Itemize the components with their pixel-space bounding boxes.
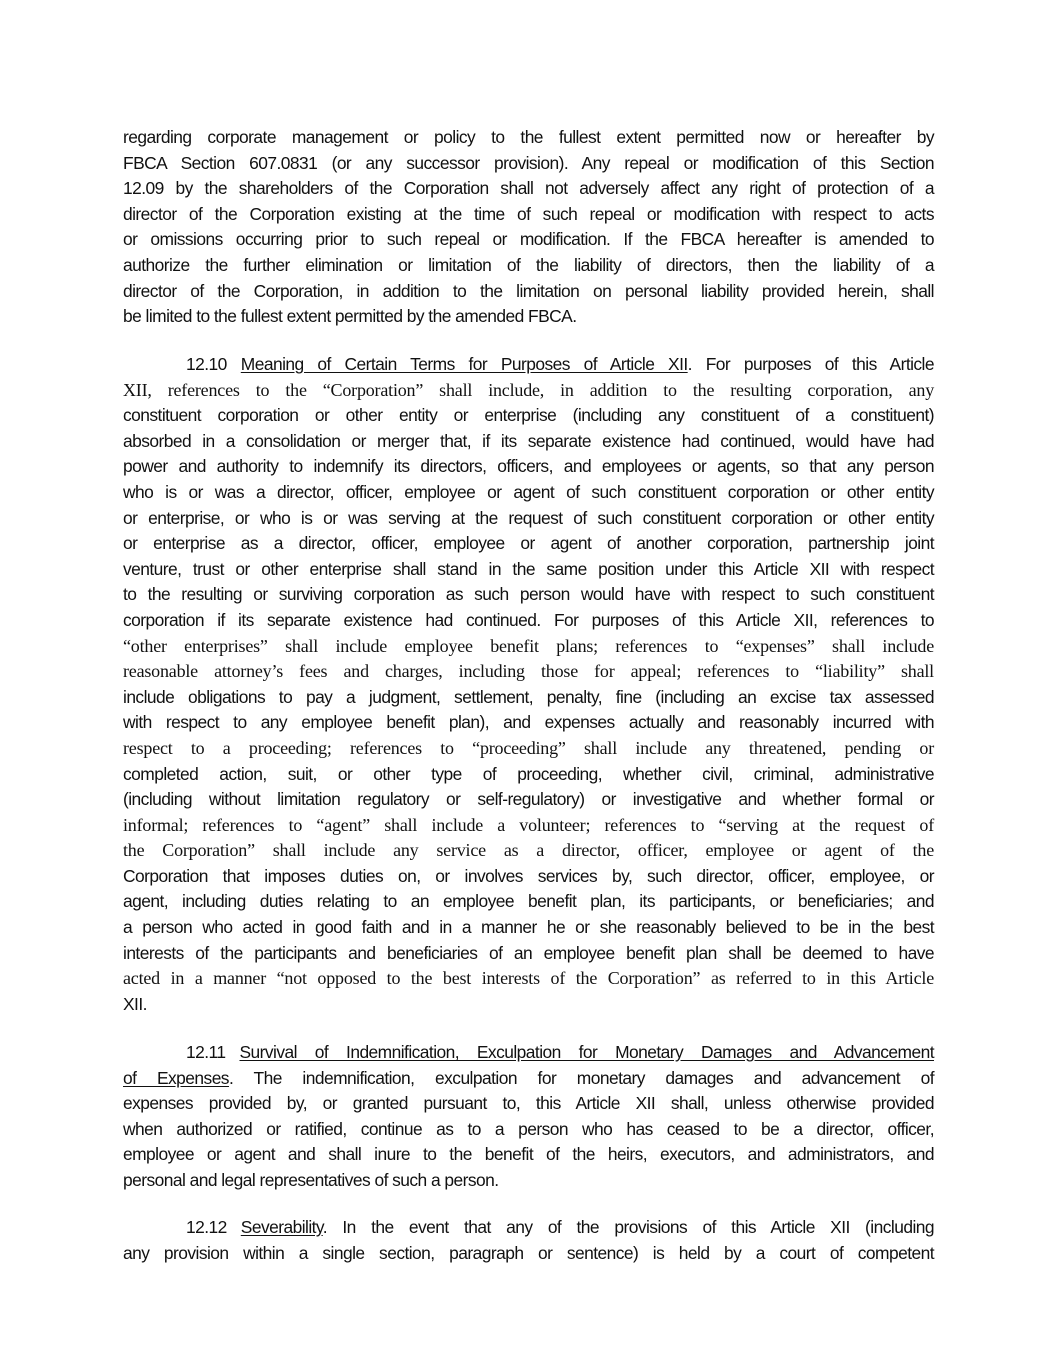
text-run: . For purposes of this Article bbox=[687, 354, 934, 374]
section-heading-line bbox=[123, 352, 934, 378]
text-line: FBCA Section 607.0831 (or any successor provision). Any repeal or modification of this Section bbox=[123, 152, 934, 173]
section-heading-line bbox=[123, 1040, 934, 1066]
text-line: XII, references to the “Corporation” shall include, in addition to the resulting corporation, any bbox=[123, 379, 934, 400]
text-line: director of the Corporation, in addition to the limitation on personal liability provided herein, shall bbox=[123, 280, 934, 301]
text-line: when authorized or ratified, continue as to a person who has ceased to be a director, officer, bbox=[123, 1118, 934, 1139]
section-heading-line bbox=[123, 1215, 934, 1241]
text-line: acted in a manner “not opposed to the best interests of the Corporation” as referred to in this Article bbox=[123, 968, 934, 989]
section-12-12 bbox=[123, 1215, 934, 1266]
text-line: be limited to the fullest extent permitted by the amended FBCA. bbox=[123, 306, 577, 327]
text-line: or enterprise, or who is or was serving at the request of such constituent corporation or other entity bbox=[123, 507, 934, 528]
section-heading: Severability bbox=[240, 1217, 323, 1237]
text-line: corporation if its separate existence had continued. For purposes of this Article XII, references to bbox=[123, 609, 934, 630]
text-line: completed action, suit, or other type of proceeding, whether civil, criminal, administrative bbox=[123, 763, 934, 784]
text-line: or omissions occurring prior to such repeal or modification. If the FBCA hereafter is amended to bbox=[123, 229, 934, 250]
section-12-10 bbox=[123, 352, 934, 1017]
text-line: informal; references to “agent” shall include a volunteer; references to “serving at the request of bbox=[123, 814, 934, 835]
text-line: with respect to any employee benefit plan), and expenses actually and reasonably incurred with bbox=[123, 712, 934, 733]
text-line: constituent corporation or other entity or enterprise (including any constituent of a constituent) bbox=[123, 405, 934, 426]
text-line: include obligations to pay a judgment, settlement, penalty, fine (including an excise tax assessed bbox=[123, 686, 934, 707]
text-line: director of the Corporation existing at the time of such repeal or modification with respect to acts bbox=[123, 203, 934, 224]
text-line: any provision within a single section, paragraph or sentence) is held by a court of competent bbox=[123, 1242, 934, 1263]
section-number: 12.10 bbox=[186, 354, 227, 374]
section-12-11 bbox=[123, 1040, 934, 1194]
text-line: (including without limitation regulatory or self-regulatory) or investigative and whether formal or bbox=[123, 789, 934, 810]
text-line: interests of the participants and beneficiaries of an employee benefit plan shall be deemed to have bbox=[123, 942, 934, 963]
section-heading: Survival of Indemnification, Exculpation for Monetary Damages and Advancement bbox=[239, 1042, 934, 1062]
text-run: . The indemnification, exculpation for monetary damages and advancement of bbox=[228, 1067, 934, 1088]
section-heading-line bbox=[123, 1066, 934, 1092]
text-line: or enterprise as a director, officer, employee or agent of another corporation, partnership joint bbox=[123, 533, 934, 554]
text-line: venture, trust or other enterprise shall stand in the same position under this Article XII with respect bbox=[123, 558, 934, 579]
text-line: 12.09 by the shareholders of the Corporation shall not adversely affect any right of protection of a bbox=[123, 178, 934, 199]
text-line: employee or agent and shall inure to the benefit of the heirs, executors, and administrators, and bbox=[123, 1144, 934, 1165]
text-line: a person who acted in good faith and in a manner he or she reasonably believed to be in the best bbox=[123, 917, 934, 938]
text-line: the Corporation” shall include any service as a director, officer, employee or agent of the bbox=[123, 840, 934, 861]
text-line: to the resulting or surviving corporation as such person would have with respect to such constituent bbox=[123, 584, 934, 605]
text-line: agent, including duties relating to an employee benefit plan, its participants, or beneficiaries; and bbox=[123, 891, 934, 912]
text-line: respect to a proceeding; references to “proceeding” shall include any threatened, pending or bbox=[123, 737, 934, 758]
paragraph-12-09-continuation bbox=[123, 125, 934, 330]
section-number: 12.11 bbox=[186, 1042, 226, 1062]
text-line: Corporation that imposes duties on, or involves services by, such director, officer, employee, or bbox=[123, 865, 934, 886]
section-heading-continued: of Expenses bbox=[123, 1067, 229, 1088]
text-line: power and authority to indemnify its directors, officers, and employees or agents, so that any person bbox=[123, 456, 934, 477]
section-heading: Meaning of Certain Terms for Purposes of Article XII bbox=[240, 354, 688, 374]
section-number: 12.12 bbox=[186, 1217, 227, 1237]
text-line: authorize the further elimination or limitation of the liability of directors, then the liability of a bbox=[123, 254, 934, 275]
text-line: personal and legal representatives of such a person. bbox=[123, 1169, 499, 1190]
text-line: “other enterprises” shall include employee benefit plans; references to “expenses” shall include bbox=[123, 635, 934, 656]
text-line: XII. bbox=[123, 993, 147, 1014]
text-line: expenses provided by, or granted pursuant to, this Article XII shall, unless otherwise provided bbox=[123, 1093, 934, 1114]
text-line: absorbed in a consolidation or merger that, if its separate existence had continued, would have had bbox=[123, 430, 934, 451]
text-run: . In the event that any of the provisions of this Article XII (including bbox=[322, 1217, 934, 1237]
text-line: who is or was a director, officer, employee or agent of such constituent corporation or other entity bbox=[123, 481, 934, 502]
text-line: regarding corporate management or policy to the fullest extent permitted now or hereafter by bbox=[123, 127, 934, 147]
text-line: reasonable attorney’s fees and charges, including those for appeal; references to “liability” shall bbox=[123, 661, 934, 682]
